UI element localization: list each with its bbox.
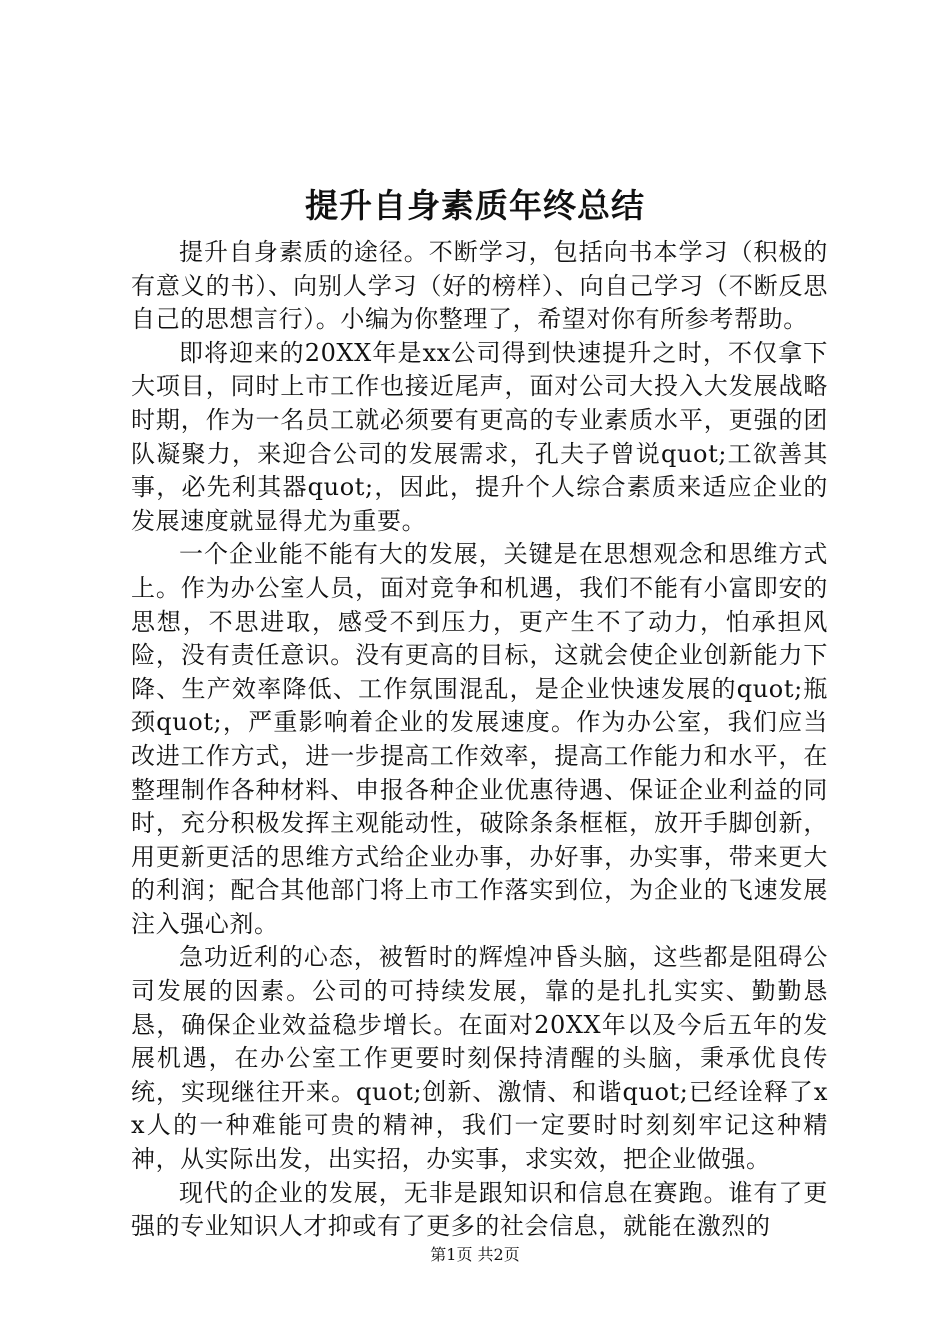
paragraph: 急功近利的心态，被暂时的辉煌冲昏头脑，这些都是阻碍公司发展的因素。公司的可持续发展，靠的是扎扎实实、勤勤恳恳，确保企业效益稳步增长。在面对20XX年以及今后五年的发展机遇，在办公室工作更要时刻保持清醒的头脑，秉承优良传统，实现继往开来。quot;创新、激情、和谐quot;已经诠释了xx人的一种难能可贵的精神，我们一定要时时刻刻牢记这种精神，从实际出发，出实招，办实事，求实效，把企业做强。 <box>131 943 828 1174</box>
paragraph: 提升自身素质的途径。不断学习，包括向书本学习（积极的有意义的书）、向别人学习（好的榜样）、向自己学习（不断反思自己的思想言行）。小编为你整理了，希望对你有所参考帮助。 <box>131 238 828 334</box>
paragraph: 即将迎来的20XX年是xx公司得到快速提升之时，不仅拿下大项目，同时上市工作也接近尾声，面对公司大投入大发展战略时期，作为一名员工就必须要有更高的专业素质水平，更强的团队凝聚力，来迎合公司的发展需求，孔夫子曾说quot;工欲善其事，必先利其器quot;，因此，提升个人综合素质来适应企业的发展速度就显得尤为重要。 <box>131 338 828 535</box>
paragraph: 现代的企业的发展，无非是跟知识和信息在赛跑。谁有了更强的专业知识人才抑或有了更多的社会信息，就能在激烈的 <box>131 1178 828 1241</box>
paragraph: 一个企业能不能有大的发展，关键是在思想观念和思维方式上。作为办公室人员，面对竞争和机遇，我们不能有小富即安的思想，不思进取，感受不到压力，更产生不了动力，怕承担风险，没有责任意识。没有更高的目标，这就会使企业创新能力下降、生产效率降低、工作氛围混乱，是企业快速发展的quot;瓶颈quot;，严重影响着企业的发展速度。作为办公室，我们应当改进工作方式，进一步提高工作效率，提高工作能力和水平，在整理制作各种材料、申报各种企业优惠待遇、保证企业利益的同时，充分积极发挥主观能动性，破除条条框框，放开手脚创新，用更新更活的思维方式给企业办事，办好事，办实事，带来更大的利润；配合其他部门将上市工作落实到位，为企业的飞速发展注入强心剂。 <box>131 540 828 938</box>
page-number-footer: 第1页 共2页 <box>430 1245 520 1264</box>
document-title: 提升自身素质年终总结 <box>305 186 645 225</box>
document-body <box>131 236 828 1244</box>
